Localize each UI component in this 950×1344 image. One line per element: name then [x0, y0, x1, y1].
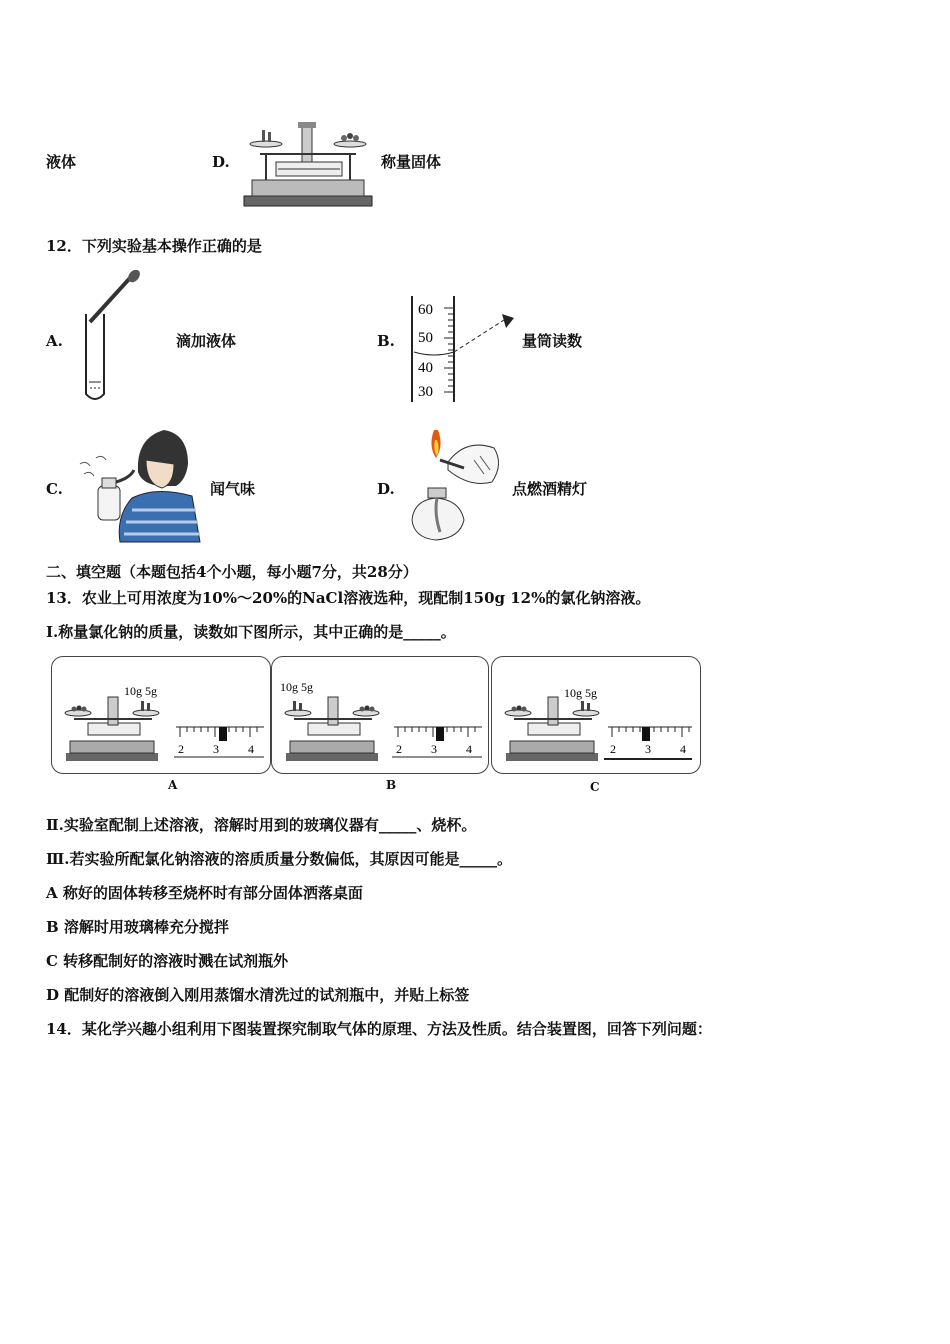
q12-option-c-letter: C.	[46, 480, 63, 498]
q12-stem: 12．下列实验基本操作正确的是	[46, 237, 262, 255]
q12-option-b-letter: B.	[377, 332, 395, 350]
q12-option-d-letter: D.	[377, 480, 395, 498]
q12-option-a-caption: 滴加液体	[176, 332, 237, 350]
dropper-test-tube-illustration	[78, 270, 148, 406]
cylinder-tick-60: 60	[418, 302, 433, 318]
weights-label-b: 10g 5g	[280, 680, 313, 694]
rider-b	[436, 727, 444, 741]
balance-illustration	[238, 118, 378, 210]
q13-option-c: C 转移配制好的溶液时溅在试剂瓶外	[46, 952, 289, 970]
liquid-label: 液体	[46, 153, 77, 171]
panel-a-label: A	[168, 778, 178, 792]
tick-2-c: 2	[610, 742, 616, 756]
panel-c-label: C	[590, 780, 600, 794]
balance-panel-b	[271, 656, 489, 774]
tick-4-c: 4	[680, 742, 686, 756]
q13-part1: Ⅰ.称量氯化钠的质量，读数如下图所示，其中正确的是_____。	[46, 623, 456, 641]
cylinder-tick-30: 30	[418, 384, 433, 400]
q12-option-c-caption: 闻气味	[210, 480, 256, 498]
rider-a	[219, 727, 227, 741]
balance-panel-a	[51, 656, 271, 774]
tick-4-b: 4	[466, 742, 472, 756]
tick-3-a: 3	[213, 742, 219, 756]
weights-label-c: 10g 5g	[564, 686, 597, 700]
graduated-cylinder-illustration	[406, 292, 522, 404]
q12-option-a-letter: A.	[46, 332, 63, 350]
q12-option-d-caption: 点燃酒精灯	[512, 480, 588, 498]
q14-stem: 14．某化学兴趣小组利用下图装置探究制取气体的原理、方法及性质。结合装置图，回答下列问题：	[46, 1020, 712, 1038]
tick-4-a: 4	[248, 742, 254, 756]
q13-stem: 13．农业上可用浓度为10%～20%的NaCl溶液选种，现配制150g 12%的氯化钠溶液。	[46, 589, 651, 607]
cylinder-tick-40: 40	[418, 360, 433, 376]
tick-2-a: 2	[178, 742, 184, 756]
smelling-gas-illustration	[76, 424, 204, 544]
cylinder-tick-50: 50	[418, 330, 433, 346]
balance-panel-c	[491, 656, 701, 774]
section-heading: 二、填空题（本题包括4个小题，每小题7分，共28分）	[46, 563, 418, 581]
q13-part3: Ⅲ.若实验所配氯化钠溶液的溶质质量分数偏低，其原因可能是_____。	[46, 850, 512, 868]
rider-c	[642, 727, 650, 741]
tick-3-b: 3	[431, 742, 437, 756]
q12-option-b-caption: 量筒读数	[522, 332, 583, 350]
q13-option-b: B 溶解时用玻璃棒充分搅拌	[46, 918, 229, 936]
panel-b-label: B	[386, 778, 397, 792]
q13-option-d: D 配制好的溶液倒入刚用蒸馏水清洗过的试剂瓶中，并贴上标签	[46, 986, 470, 1004]
tick-3-c: 3	[645, 742, 651, 756]
q13-part2: Ⅱ.实验室配制上述溶液，溶解时用到的玻璃仪器有_____、烧杯。	[46, 816, 477, 834]
option-d-letter: D.	[212, 153, 230, 171]
option-d-caption: 称量固体	[381, 153, 442, 171]
q13-option-a: A 称好的固体转移至烧杯时有部分固体洒落桌面	[46, 884, 363, 902]
alcohol-lamp-illustration	[404, 424, 508, 544]
weights-label-a: 10g 5g	[124, 684, 157, 698]
tick-2-b: 2	[396, 742, 402, 756]
